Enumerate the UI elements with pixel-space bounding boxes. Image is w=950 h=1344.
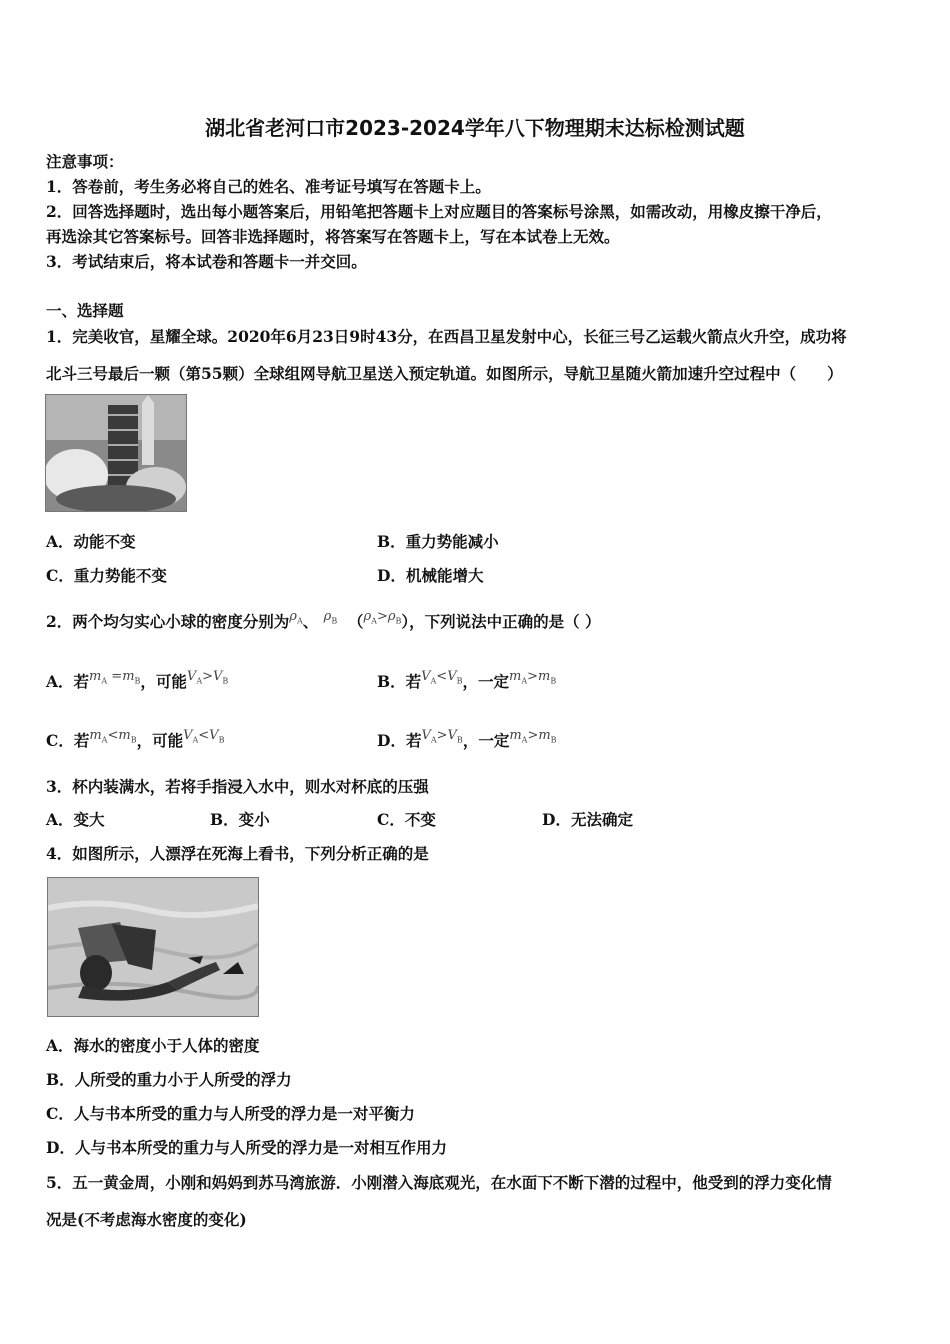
q1-option-a: A．动能不变	[46, 532, 136, 551]
section-heading: 一、选择题	[46, 301, 124, 320]
q5-stem-line1: 5．五一黄金周，小刚和妈妈到苏马湾旅游．小刚潜入海底观光，在水面下不断下潜的过程中，他受到的浮力变化情	[46, 1173, 832, 1192]
rocket-launch-image	[45, 394, 187, 512]
q5-stem-line2: 况是(不考虑海水密度的变化)	[46, 1210, 247, 1229]
condition-math: mA<mB	[89, 728, 137, 745]
rho-b-symbol: ρB	[323, 609, 338, 626]
notice-item: 1．答卷前，考生务必将自己的姓名、准考证号填写在答题卡上。	[46, 177, 491, 196]
q2-option-b: B．若$^{V_A<V_B}$，一定$^{m_A>m_B}$	[377, 669, 557, 691]
q4-stem: 4．如图所示，人漂浮在死海上看书，下列分析正确的是	[46, 844, 429, 863]
dead-sea-reading-image	[47, 877, 259, 1017]
q2-stem-text: 2．两个均匀实心小球的密度分别为	[46, 612, 290, 631]
notice-item: 再选涂其它答案标号。回答非选择题时，将答案写在答题卡上，写在本试卷上无效。	[46, 227, 620, 246]
conclusion-math: VA>VB	[186, 669, 229, 686]
conclusion-math: mA>mB	[509, 728, 557, 745]
q4-option-d: D．人与书本所受的重力与人所受的浮力是一对相互作用力	[46, 1138, 447, 1157]
notice-item: 3．考试结束后，将本试卷和答题卡一并交回。	[46, 252, 367, 271]
rho-relation: ρA>ρB	[363, 609, 402, 626]
q4-option-a: A．海水的密度小于人体的密度	[46, 1036, 260, 1055]
q1-stem-line2: 北斗三号最后一颗（第55颗）全球组网导航卫星送入预定轨道。如图所示，导航卫星随火箭加速升空过程中（ ）	[46, 364, 843, 383]
condition-math: VA>VB	[421, 728, 463, 745]
notice-heading: 注意事项：	[46, 152, 124, 171]
q1-stem-line1: 1．完美收官，星耀全球。2020年6月23日9时43分，在西昌卫星发射中心，长征三号乙运载火箭点火升空，成功将	[46, 327, 847, 346]
condition-math: mA =mB	[89, 669, 141, 686]
q2-stem: 2．两个均匀实心小球的密度分别为$^{\rho_A}$、 $^{\rho_B}$ （$^{\rho_A>\rho_B}$），下列说法中正确的是（ ）	[46, 609, 601, 631]
q1-option-c: C．重力势能不变	[46, 566, 167, 585]
q2-option-a: A．若$^{m_A =m_B}$，可能$^{V_A>V_B}$	[46, 669, 229, 691]
q3-stem: 3．杯内装满水，若将手指浸入水中，则水对杯底的压强	[46, 777, 429, 796]
q1-option-d: D．机械能增大	[377, 566, 484, 585]
rho-a-symbol: ρA	[289, 609, 303, 626]
q2-option-c: C．若$^{m_A<m_B}$，可能$^{V_A<V_B}$	[46, 728, 225, 750]
condition-math: VA<VB	[421, 669, 463, 686]
q2-option-d: D．若$^{V_A>V_B}$，一定$^{m_A>m_B}$	[377, 728, 557, 750]
page-title: 湖北省老河口市2023-2024学年八下物理期末达标检测试题	[205, 116, 745, 140]
conclusion-math: VA<VB	[183, 728, 225, 745]
notice-item: 2．回答选择题时，选出每小题答案后，用铅笔把答题卡上对应题目的答案标号涂黑，如需改动，用橡皮擦干净后，	[46, 202, 832, 221]
q3-option-d: D．无法确定	[542, 810, 633, 829]
conclusion-math: mA>mB	[508, 669, 557, 686]
q3-option-b: B．变小	[210, 810, 270, 829]
q3-option-c: C．不变	[377, 810, 436, 829]
q4-option-c: C．人与书本所受的重力与人所受的浮力是一对平衡力	[46, 1104, 415, 1123]
q1-option-b: B．重力势能减小	[377, 532, 499, 551]
q3-option-a: A．变大	[46, 810, 105, 829]
q4-option-b: B．人所受的重力小于人所受的浮力	[46, 1070, 292, 1089]
